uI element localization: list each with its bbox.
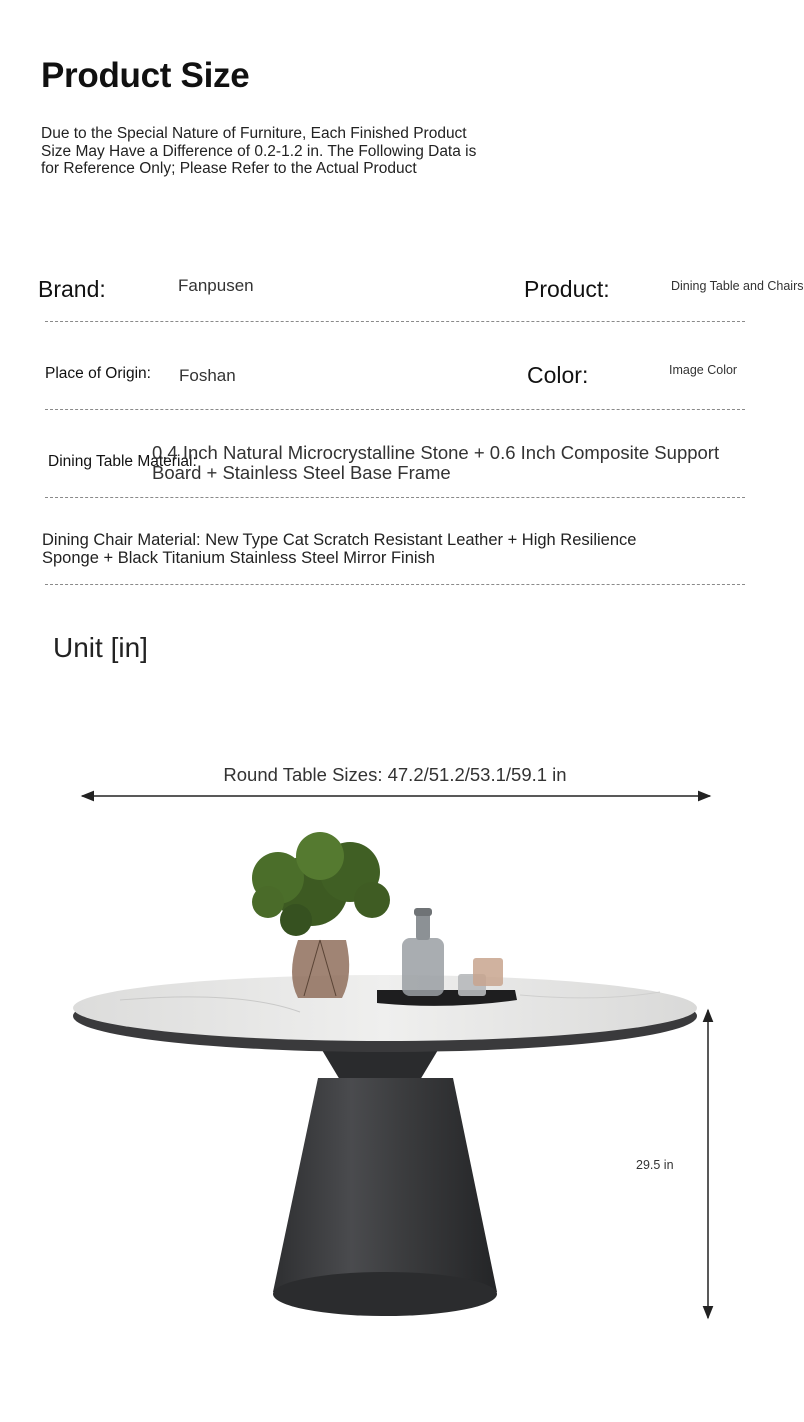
- size-notice: Due to the Special Nature of Furniture, Each Finished Product Size May Have a Difference of 0.2-1.2 in. The Following Data is for Reference Only; Please Refer to the Actual Product: [41, 125, 477, 177]
- round-table-sizes: Round Table Sizes: 47.2/51.2/53.1/59.1 in: [223, 764, 567, 785]
- plant-vase: [252, 832, 390, 998]
- chair-material: Dining Chair Material: New Type Cat Scratch Resistant Leather + High Resilience Sponge + Black Titanium Stainless Steel Mirror Finish: [42, 531, 637, 567]
- product-label: Product:: [524, 276, 610, 302]
- color-label: Color:: [527, 362, 589, 388]
- table-base: [273, 1050, 497, 1316]
- table-height: 29.5 in: [636, 1158, 674, 1172]
- table-material-label: Dining Table Material:: [48, 453, 197, 470]
- product-value: Dining Table and Chairs: [671, 279, 804, 293]
- brand-value: Fanpusen: [178, 276, 254, 295]
- brand-label: Brand:: [38, 276, 106, 302]
- unit-label: Unit [in]: [53, 632, 148, 663]
- page-title: Product Size: [41, 56, 250, 95]
- origin-label: Place of Origin:: [45, 365, 151, 382]
- table-top: [73, 975, 697, 1052]
- origin-value: Foshan: [179, 366, 236, 385]
- decor-tray: [377, 908, 517, 1006]
- table-material-value: 0.4 Inch Natural Microcrystalline Stone + 0.6 Inch Composite Support Board + Stainless Steel Base Frame: [152, 442, 720, 483]
- color-value: Image Color: [669, 363, 738, 377]
